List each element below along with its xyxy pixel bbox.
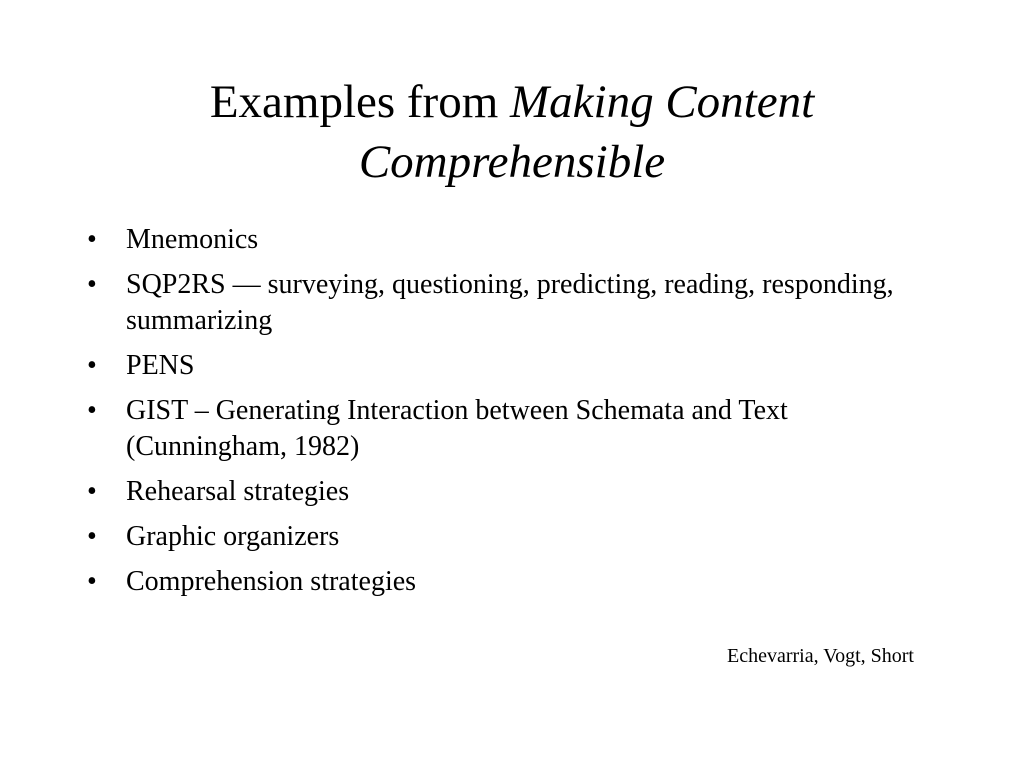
- bullet-text: Rehearsal strategies: [126, 476, 350, 507]
- bullet-list: [85, 222, 955, 609]
- bullet-item: [85, 393, 955, 465]
- bullet-icon: •: [87, 224, 97, 255]
- bullet-text: GIST – Generating Interaction between Schemata and Text (Cunningham, 1982): [126, 395, 788, 462]
- bullet-item: [85, 564, 955, 600]
- title-italic-text: Making Content Comprehensible: [358, 76, 815, 188]
- bullet-item: [85, 519, 955, 555]
- bullet-icon: •: [87, 521, 97, 552]
- bullet-item: [85, 222, 955, 258]
- bullet-text: Mnemonics: [126, 224, 259, 255]
- bullet-text: Comprehension strategies: [126, 566, 417, 597]
- bullet-icon: •: [87, 476, 97, 507]
- bullet-text: PENS: [126, 350, 195, 381]
- bullet-item: [85, 267, 955, 339]
- bullet-icon: •: [87, 269, 97, 300]
- bullet-text: Graphic organizers: [126, 521, 340, 552]
- bullet-item: [85, 348, 955, 384]
- bullet-text: SQP2RS — surveying, questioning, predicting, reading, responding, summarizing: [126, 269, 894, 336]
- citation: Echevarria, Vogt, Short: [726, 645, 914, 667]
- title-regular-text: Examples from: [209, 76, 511, 128]
- bullet-icon: •: [87, 566, 97, 597]
- slide-title: [60, 72, 964, 192]
- bullet-icon: •: [87, 350, 97, 381]
- bullet-icon: •: [87, 395, 97, 426]
- bullet-item: [85, 474, 955, 510]
